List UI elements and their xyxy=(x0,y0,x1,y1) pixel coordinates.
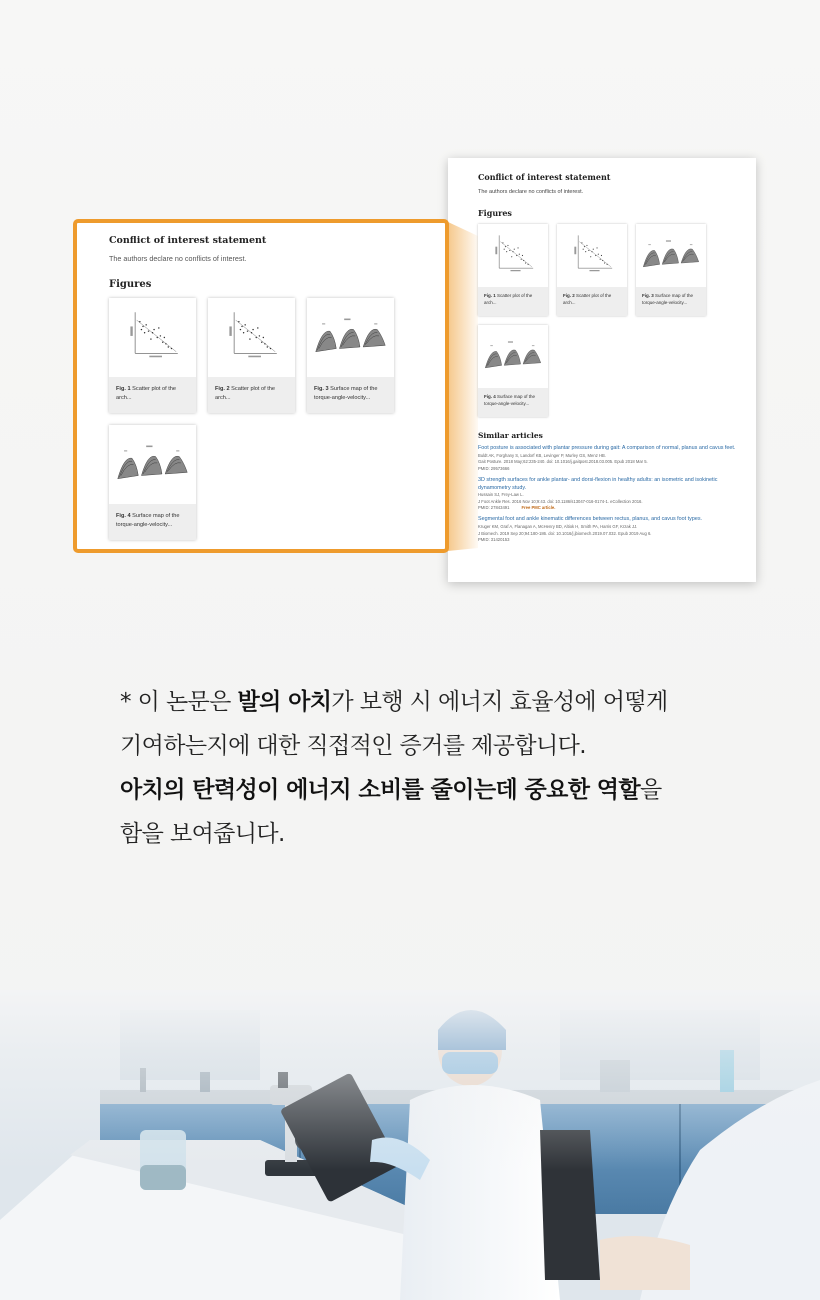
scatter-plot-thumbnail xyxy=(478,224,548,287)
article-journal: J Foot Ankle Res. 2016 Nov 10;9:43. doi: 10.1186/s13047-016-0174-1. eCollection 2016. xyxy=(478,498,643,504)
article-pmid: PMID: 31420153 xyxy=(478,537,510,543)
article-journal: Gait Posture. 2018 May;62:235-240. doi: 10.1016/j.gaitpost.2018.03.005. Epub 2018 Mar 5. xyxy=(478,459,648,465)
article-title-link[interactable]: 3D strength surfaces for ankle plantar- and dorsi-flexion in healthy adults: an isometric and isokinetic dynamometry study. xyxy=(478,476,718,491)
zoom-figure-grid xyxy=(109,298,399,540)
zoom-coi-text: The authors declare no conflicts of interest. xyxy=(109,254,247,263)
paper-screenshot xyxy=(448,158,756,582)
coi-heading: Conflict of interest statement xyxy=(478,172,611,182)
similar-article xyxy=(478,445,742,471)
article-authors: Kruger KM, Graf A, Flanagan A, McHenry BD, Altiok H, Smith PA, Harris GF, Krzak JJ. xyxy=(478,524,638,530)
coi-text: The authors declare no conflicts of interest. xyxy=(478,189,584,195)
figure-card[interactable] xyxy=(478,224,548,316)
figure-card[interactable] xyxy=(557,224,627,316)
description-line-3: 아치의 탄력성이 에너지 소비를 줄이는데 중요한 역할을 xyxy=(120,777,662,803)
surface-map-thumbnail xyxy=(478,325,548,388)
figure-thumbnail[interactable] xyxy=(478,325,548,388)
similar-article xyxy=(478,516,742,542)
description-line-4: 함을 보여줍니다. xyxy=(120,821,285,847)
zoom-figures-heading: Figures xyxy=(109,279,152,290)
figure-caption: Fig. 2 Scatter plot of the arch... xyxy=(557,287,627,316)
figure-grid xyxy=(478,224,728,417)
zoom-highlight-box xyxy=(73,219,449,553)
description-line-2: 기여하는지에 대한 직접적인 증거를 제공합니다. xyxy=(120,733,586,759)
figure-card[interactable] xyxy=(478,325,548,417)
scatter-plot-thumbnail xyxy=(208,298,295,377)
scatter-plot-thumbnail xyxy=(557,224,627,287)
article-authors: Hussain SJ, Frey-Law L. xyxy=(478,492,524,498)
article-pmid: PMID: 27843491 Free PMC article. xyxy=(478,505,556,511)
figure-caption: Fig. 1 Scatter plot of the arch... xyxy=(109,377,196,413)
figures-heading: Figures xyxy=(478,208,512,218)
similar-article xyxy=(478,477,742,511)
zoom-figure-card[interactable] xyxy=(109,298,196,413)
figure-thumbnail[interactable] xyxy=(636,224,706,287)
figure-thumbnail[interactable] xyxy=(109,298,196,377)
description-text xyxy=(120,680,740,856)
emphasis-arch-elasticity: 아치의 탄력성이 에너지 소비를 줄이는데 중요한 역할 xyxy=(120,777,641,803)
figure-caption: Fig. 2 Scatter plot of the arch... xyxy=(208,377,295,413)
zoom-figure-card[interactable] xyxy=(208,298,295,413)
figure-caption: Fig. 3 Surface map of the torque-angle-velocity... xyxy=(307,377,394,413)
zoom-figure-card[interactable] xyxy=(109,425,196,540)
figure-thumbnail[interactable] xyxy=(307,298,394,377)
article-title-link[interactable]: Foot posture is associated with plantar pressure during gait: A comparison of normal, planus and cavus feet. xyxy=(478,445,736,451)
figure-card[interactable] xyxy=(636,224,706,316)
figure-caption: Fig. 1 Scatter plot of the arch... xyxy=(478,287,548,316)
free-pmc-article-badge[interactable]: Free PMC article. xyxy=(521,505,556,511)
surface-map-thumbnail xyxy=(636,224,706,287)
emphasis-foot-arch: 발의 아치 xyxy=(237,689,332,715)
surface-map-thumbnail xyxy=(307,298,394,377)
laboratory-photo xyxy=(0,990,820,1300)
figure-thumbnail[interactable] xyxy=(478,224,548,287)
article-authors: Buldt AK, Forghany S, Landorf KB, Levinger P, Murley GS, Menz HB. xyxy=(478,452,606,458)
figure-thumbnail[interactable] xyxy=(557,224,627,287)
surface-map-thumbnail xyxy=(109,425,196,504)
zoom-figure-card[interactable] xyxy=(307,298,394,413)
similar-articles-heading: Similar articles xyxy=(478,431,543,440)
figure-thumbnail[interactable] xyxy=(208,298,295,377)
article-title-link[interactable]: Segmental foot and ankle kinematic differences between rectus, planus, and cavus foot types. xyxy=(478,516,703,523)
description-line-1: * 이 논문은 발의 아치가 보행 시 에너지 효율성에 어떻게 xyxy=(120,689,668,715)
article-pmid: PMID: 29573666 xyxy=(478,465,510,471)
figure-caption: Fig. 4 Surface map of the torque-angle-velocity... xyxy=(478,388,548,417)
figure-caption: Fig. 3 Surface map of the torque-angle-velocity... xyxy=(636,287,706,316)
article-journal: J Biomech. 2019 Sep 20;94:180-186. doi: 10.1016/j.jbiomech.2019.07.032. Epub 2019 Aug 6. xyxy=(478,530,652,536)
laboratory-illustration xyxy=(0,990,820,1300)
zoom-coi-heading: Conflict of interest statement xyxy=(109,235,267,246)
figure-caption: Fig. 4 Surface map of the torque-angle-velocity... xyxy=(109,504,196,540)
scatter-plot-thumbnail xyxy=(109,298,196,377)
figure-thumbnail[interactable] xyxy=(109,425,196,504)
